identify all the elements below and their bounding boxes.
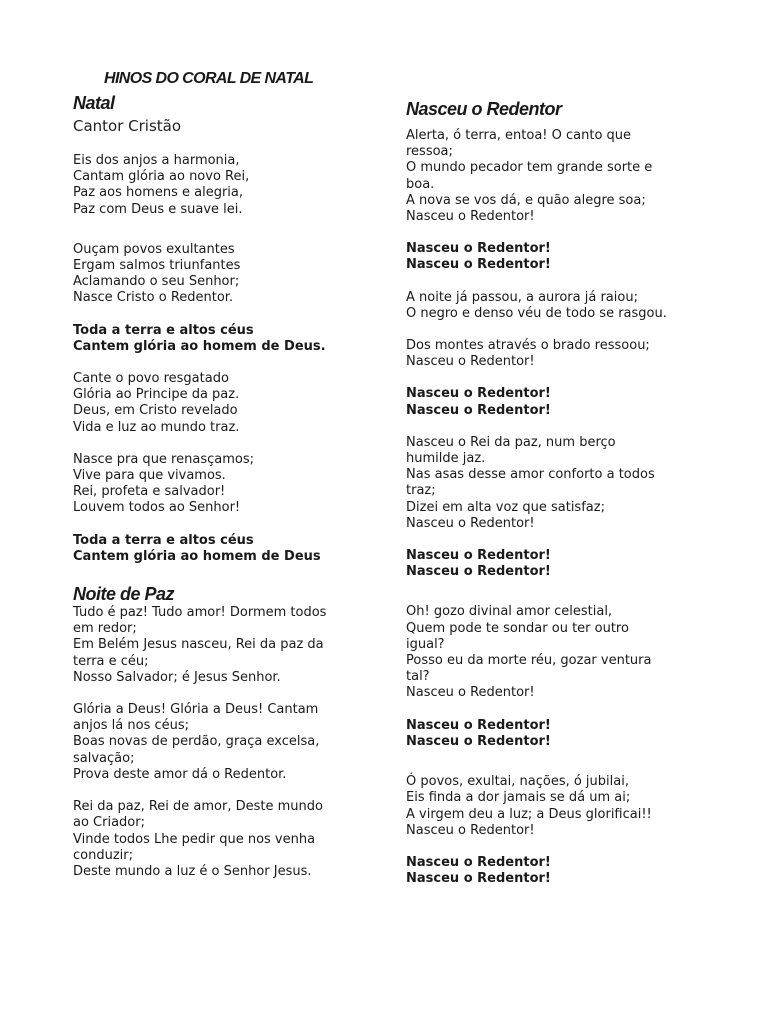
verse-line: Nasceu o Redentor!	[406, 386, 551, 402]
verse-line: Cantem glória ao homem de Deus	[73, 548, 321, 564]
chorus	[406, 386, 706, 418]
verse-line: humilde jaz.	[406, 451, 486, 467]
verse-line: ao Criador;	[73, 815, 145, 831]
left-column	[73, 92, 378, 880]
stanza	[406, 774, 706, 839]
chorus	[406, 548, 706, 580]
verse-line: Nasceu o Redentor!	[406, 402, 551, 418]
verse-line: terra e céu;	[73, 653, 149, 669]
verse-line: A virgem deu a luz; a Deus glorificai!!	[406, 806, 652, 822]
chorus	[73, 533, 378, 565]
verse-line: Toda a terra e altos céus	[73, 532, 254, 548]
verse-line: Paz aos homens e alegria,	[73, 185, 244, 201]
verse-line: Nasceu o Redentor!	[406, 733, 551, 749]
verse-line: Cante o povo resgatado	[73, 371, 229, 387]
verse-line: Nasceu o Redentor!	[406, 564, 551, 580]
verse-line: Deste mundo a luz é o Senhor Jesus.	[73, 863, 312, 879]
verse-line: Louvem todos ao Senhor!	[73, 500, 241, 516]
verse-line: igual?	[406, 636, 445, 652]
verse-line: Nasceu o Redentor!	[406, 717, 551, 733]
verse-line: Deus, em Cristo revelado	[73, 403, 238, 419]
verse-line: Nasceu o Redentor!	[406, 822, 535, 838]
verse-line: Posso eu da morte réu, gozar ventura	[406, 653, 652, 669]
verse-line: tal?	[406, 669, 430, 685]
stanza	[73, 371, 378, 436]
verse-line: Oh! gozo divinal amor celestial,	[406, 604, 613, 620]
verse-line: Vinde todos Lhe pedir que nos venha	[73, 831, 316, 847]
stanza	[406, 338, 706, 370]
verse-line: anjos lá nos céus;	[73, 718, 190, 734]
chorus	[73, 323, 378, 355]
stanza	[406, 435, 706, 532]
verse-line: Em Belém Jesus nasceu, Rei da paz da	[73, 637, 324, 653]
stanza	[406, 290, 706, 322]
verse-line: Cantem glória ao homem de Deus.	[73, 338, 326, 354]
verse-line: Cantam glória ao novo Rei,	[73, 169, 250, 185]
stanza	[73, 153, 378, 218]
stanza	[73, 799, 378, 880]
verse-line: Nasceu o Redentor!	[406, 257, 551, 273]
verse-line: Nasceu o Rei da paz, num berço	[406, 434, 616, 450]
verse-line: A nova se vos dá, e quão alegre soa;	[406, 192, 646, 208]
right-column	[406, 98, 706, 887]
chorus	[406, 718, 706, 750]
stanza	[73, 702, 378, 783]
hymn-title-nasceu-o-redentor: Nasceu o Redentor	[406, 99, 562, 119]
verse-line: Nasce pra que renasçamos;	[73, 451, 254, 467]
verse-line: A noite já passou, a aurora já raiou;	[406, 289, 638, 305]
verse-line: Nasceu o Redentor!	[406, 685, 535, 701]
verse-line: Nasce Cristo o Redentor.	[73, 290, 234, 306]
chorus	[406, 241, 706, 273]
hymn-title-natal: Natal	[73, 93, 115, 113]
document-title: HINOS DO CORAL DE NATAL	[104, 70, 314, 87]
verse-line: Dizei em alta voz que satisfaz;	[406, 499, 605, 515]
verse-line: Paz com Deus e suave lei.	[73, 201, 243, 217]
verse-line: Nosso Salvador; é Jesus Senhor.	[73, 669, 281, 685]
verse-line: Vive para que vivamos.	[73, 468, 226, 484]
verse-line: Ergam salmos triunfantes	[73, 258, 241, 274]
verse-line: Tudo é paz! Tudo amor! Dormem todos	[73, 605, 327, 621]
verse-line: Alerta, ó terra, entoa! O canto que	[406, 128, 632, 143]
verse-line: Nasceu o Redentor!	[406, 854, 551, 870]
verse-line: Eis finda a dor jamais se dá um ai;	[406, 790, 631, 806]
verse-line: Boas novas de perdão, graça excelsa,	[73, 734, 320, 750]
verse-line: Aclamando o seu Senhor;	[73, 274, 240, 290]
verse-line: Dos montes através o brado ressoou;	[406, 338, 650, 354]
verse-line: conduzir;	[73, 847, 133, 863]
verse-line: Nasceu o Redentor!	[406, 548, 551, 564]
verse-line: em redor;	[73, 621, 137, 637]
hymn-subtitle: Cantor Cristão	[73, 117, 182, 135]
verse-line: Nasceu o Redentor!	[406, 354, 535, 370]
verse-line: Toda a terra e altos céus	[73, 322, 254, 338]
verse-line: O mundo pecador tem grande sorte e	[406, 160, 653, 176]
verse-line: traz;	[406, 483, 436, 499]
verse-line: Nasceu o Redentor!	[406, 241, 551, 257]
stanza	[406, 128, 706, 225]
stanza	[73, 452, 378, 517]
verse-line: Glória ao Principe da paz.	[73, 387, 240, 403]
verse-line: Nas asas desse amor conforto a todos	[406, 467, 655, 483]
verse-line: Nasceu o Redentor!	[406, 871, 551, 887]
verse-line: Eis dos anjos a harmonia,	[73, 153, 240, 168]
verse-line: Ouçam povos exultantes	[73, 241, 235, 257]
verse-line: ressoa;	[406, 144, 453, 160]
stanza	[406, 604, 706, 701]
verse-line: Prova deste amor dá o Redentor.	[73, 766, 287, 782]
hymn-title-noite-de-paz: Noite de Paz	[73, 584, 175, 605]
verse-line: Glória a Deus! Glória a Deus! Cantam	[73, 702, 319, 718]
stanza	[73, 242, 378, 307]
verse-line: Rei da paz, Rei de amor, Deste mundo	[73, 799, 323, 815]
verse-line: Nasceu o Redentor!	[406, 209, 535, 225]
verse-line: boa.	[406, 176, 435, 192]
verse-line: Ó povos, exultai, nações, ó jubilai,	[406, 774, 629, 790]
verse-line: Vida e luz ao mundo traz.	[73, 419, 240, 435]
stanza	[73, 605, 378, 686]
verse-line: Quem pode te sondar ou ter outro	[406, 620, 629, 636]
verse-line: salvação;	[73, 750, 135, 766]
verse-line: Rei, profeta e salvador!	[73, 484, 226, 500]
verse-line: Nasceu o Redentor!	[406, 515, 535, 531]
chorus	[406, 855, 706, 887]
verse-line: O negro e denso véu de todo se rasgou.	[406, 305, 667, 321]
